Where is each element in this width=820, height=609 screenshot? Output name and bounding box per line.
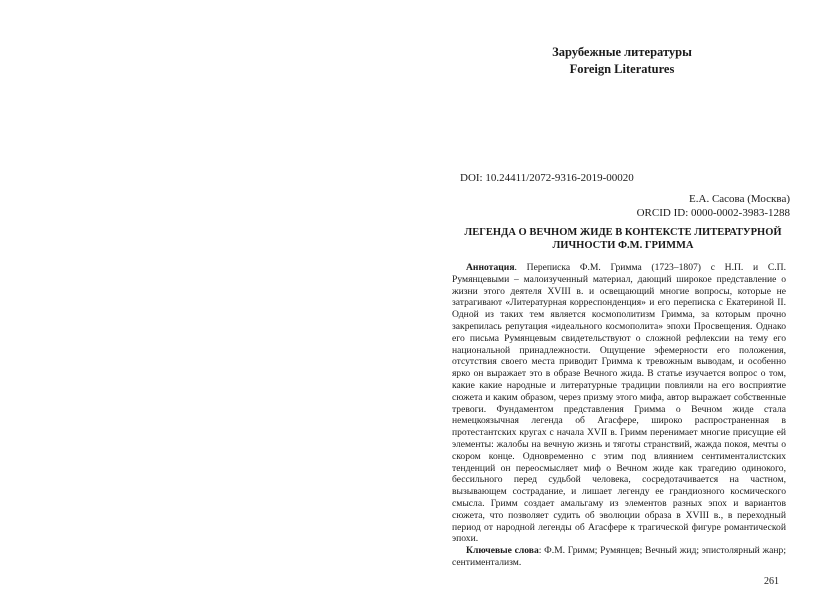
- abstract-block: [452, 262, 786, 569]
- abstract-paragraph: [452, 262, 786, 545]
- page-number: 261: [764, 576, 779, 587]
- author-orcid: ORCID ID: 0000-0002-3983-1288: [636, 207, 790, 219]
- abstract-label: Аннотация: [466, 262, 515, 273]
- section-title-en: Foreign Literatures: [569, 62, 675, 76]
- doi: DOI: 10.24411/2072-9316-2019-00020: [460, 172, 634, 184]
- keywords-label: Ключевые слова: [466, 545, 539, 557]
- keywords-paragraph: [452, 545, 786, 569]
- article-title: ЛЕГЕНДА О ВЕЧНОМ ЖИДЕ В КОНТЕКСТЕ ЛИТЕРАТУРНОЙ ЛИЧНОСТИ Ф.М. ГРИММА: [464, 227, 782, 251]
- author-name: Е.А. Сасова (Москва): [689, 193, 790, 205]
- section-title-ru: Зарубежные литературы: [552, 45, 692, 59]
- keywords-text: : Ф.М. Гримм; Румянцев; Вечный жид; эпистолярный жанр; сентиментализм.: [452, 545, 786, 568]
- abstract-text: . Переписка Ф.М. Гримма (1723–1807) с Н.П. и С.П. Румянцевыми – малоизученный материал, дающий широкое представление о жизни этого деятеля XVIII в. и освещающий многие вопросы, которые не затрагивают «Литературная корреспонденция» и его переписка с Екатериной II. Одной из таких тем является космополитизм Гримма, за которым прочно закрепилась репутация «идеального космополита» эпохи Просвещения. Однако его письма Румянцевым свидетельствуют о сложной рефлексии на тему его национальной принадлежности. Ощущение эфемерности его положения, отсутствия своего места приводит Гримма к тревожным выводам, и особенно ярко он выражает это в образе Вечного жида. В статье изучается вопрос о том, какие какие народные и литературные традиции повлияли на его восприятие сюжета и каким образом, через призму этого мифа, автор выражает собственные тревоги. Фундаментом представления Гримма о Вечном жиде стала немецкоязычная легенда об Агасфере, широко распространенная в протестантских кругах с начала XVII в. Гримм перенимает многие присущие ей элементы: жалобы на вечную жизнь и тяготы странствий, жажда покоя, мечты о скором конце. Одновременно с этим под влиянием сентименталистских тенденций он переосмысляет миф о Вечном жиде как трагедию одинокого, бессильного перед судьбой человека, сосредотачивается на частном, вызывающем сострадание, и лишает легенду ее грандиозного космического смысла. Гримм создает амальгаму из элементов разных эпох и вариантов сюжета, что позволяет судить об эволюции образа в XVIII в., в переходный период от народной легенды об Агасфере к трагической фигуре романтической эпохи.: [452, 262, 786, 545]
